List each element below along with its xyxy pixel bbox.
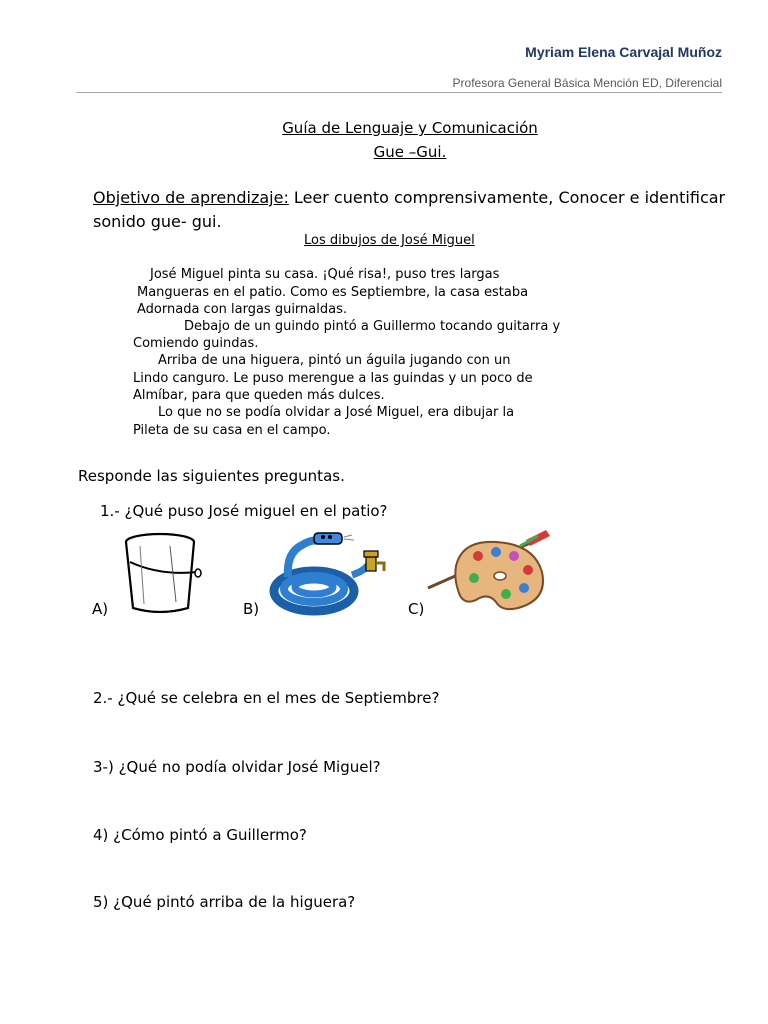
- question-1: 1.- ¿Qué puso José miguel en el patio?: [100, 502, 388, 520]
- objective-label: Objetivo de aprendizaje:: [93, 188, 289, 207]
- author-role: Profesora General Básica Mención ED, Diferencial: [452, 76, 722, 90]
- option-c-label: C): [408, 600, 425, 618]
- header-divider: [76, 92, 722, 93]
- story-line: Adornada con largas guirnaldas.: [137, 302, 347, 317]
- story-line: Mangueras en el patio. Como es Septiembre, la casa estaba: [137, 285, 529, 300]
- story-line: Lo que no se podía olvidar a José Miguel, era dibujar la: [158, 405, 515, 420]
- story-line: Arriba de una higuera, pintó un águila jugando con un: [158, 353, 511, 368]
- learning-objective: [93, 186, 733, 234]
- story-line: Lindo canguro. Le puso merengue a las guindas y un poco de: [133, 371, 533, 386]
- guide-subtitle: Gue –Gui.: [373, 143, 447, 161]
- question-3: 3-) ¿Qué no podía olvidar José Miguel?: [93, 758, 381, 776]
- question-5: 5) ¿Qué pintó arriba de la higuera?: [93, 893, 356, 911]
- story-line: José Miguel pinta su casa. ¡Qué risa!, puso tres largas: [150, 267, 500, 282]
- bucket-icon: [118, 528, 210, 616]
- option-b-label: B): [243, 600, 260, 618]
- objective-text: Leer cuento comprensivamente, Conocer e identificar sonido gue- gui.: [93, 188, 726, 231]
- paint-palette-icon: [426, 526, 564, 616]
- story-line: Debajo de un guindo pintó a Guillermo tocando guitarra y: [184, 319, 561, 334]
- guide-title: Guía de Lenguaje y Comunicación: [282, 119, 538, 137]
- story-title: Los dibujos de José Miguel: [304, 233, 475, 248]
- question-2: 2.- ¿Qué se celebra en el mes de Septiembre?: [93, 689, 440, 707]
- story-line: Pileta de su casa en el campo.: [133, 423, 331, 438]
- author-name: Myriam Elena Carvajal Muñoz: [525, 44, 722, 60]
- questions-prompt: Responde las siguientes preguntas.: [78, 467, 345, 485]
- garden-hose-icon: [268, 527, 390, 617]
- story-line: Almíbar, para que queden más dulces.: [133, 388, 385, 403]
- option-a-label: A): [92, 600, 109, 618]
- question-4: 4) ¿Cómo pintó a Guillermo?: [93, 826, 307, 844]
- story-line: Comiendo guindas.: [133, 336, 259, 351]
